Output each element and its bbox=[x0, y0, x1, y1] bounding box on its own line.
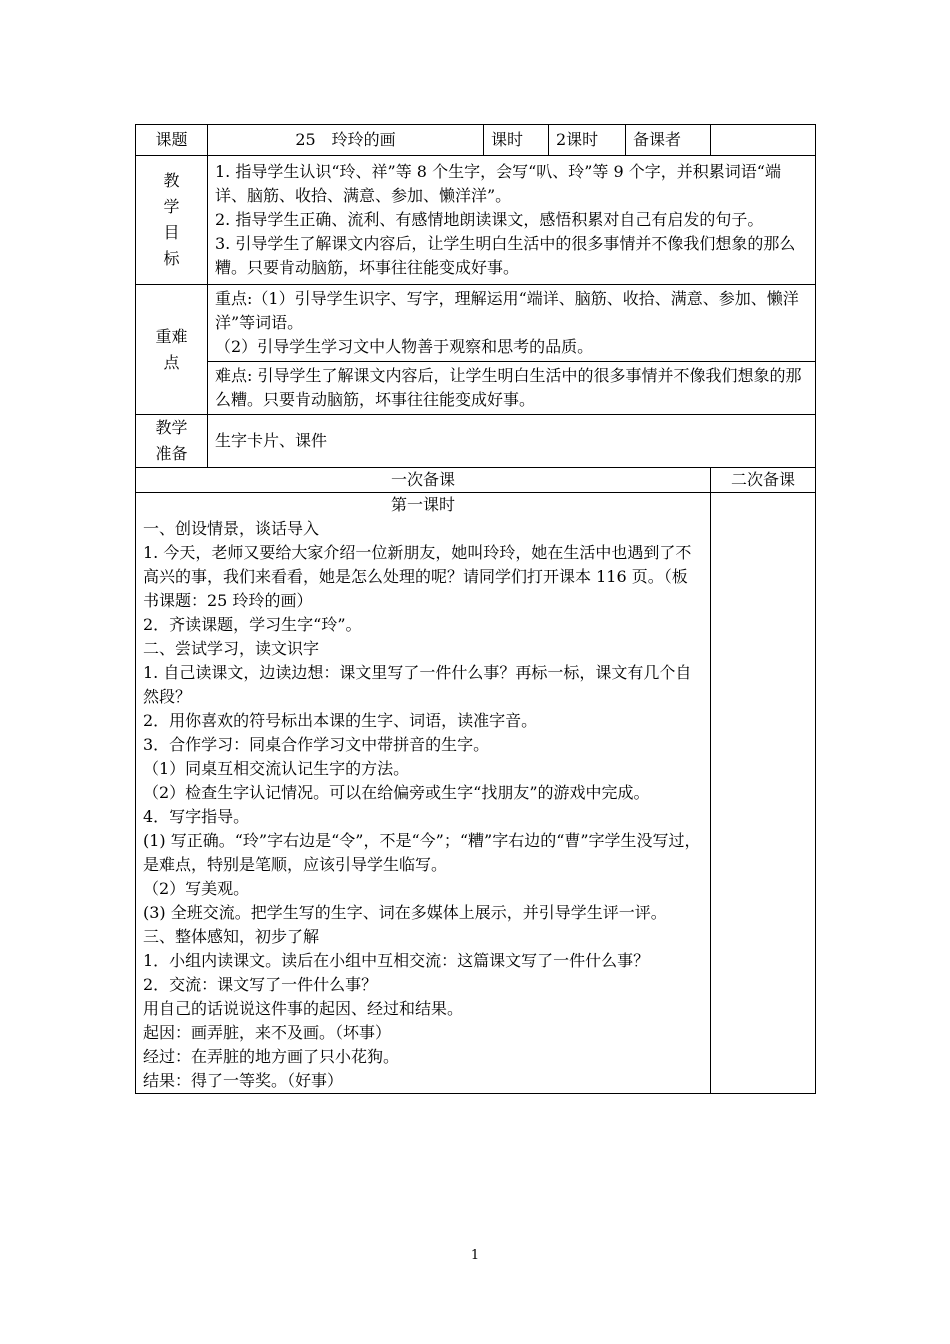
lesson-line: 1．小组内读课文。读后在小组中互相交流：这篇课文写了一件什么事？ bbox=[143, 951, 650, 970]
key-points-label-1: 重难 bbox=[155, 326, 188, 346]
header-row bbox=[136, 125, 816, 156]
lesson-line: 2．交流：课文写了一件什么事？ bbox=[143, 975, 378, 994]
lesson-line: 用自己的话说说这件事的起因、经过和结果。 bbox=[143, 999, 464, 1018]
preparation-label-2: 准备 bbox=[155, 444, 188, 463]
lesson-line: 二、尝试学习，读文识字 bbox=[143, 639, 320, 658]
objective-item: 1. 指导学生认识“玲、祥”等 8 个生字，会写“叭、玲”等 9 个字，并积累词语“端详、脑筋、收拾、满意、参加、懒洋洋”。 bbox=[215, 162, 781, 205]
objectives-label-2: 学 bbox=[163, 197, 180, 216]
lesson-line: (1) 写正确。“玲”字右边是“令”，不是“今”；“糟”字右边的“曹”字学生没写过，是难点，特别是笔顺，应该引导学生临写。 bbox=[143, 831, 701, 874]
lesson-line: (3) 全班交流。把学生写的生字、词在多媒体上展示，并引导学生评一评。 bbox=[143, 903, 667, 922]
lesson-line: （1）同桌互相交流认记生字的方法。 bbox=[143, 759, 410, 778]
section-header-row bbox=[136, 468, 816, 493]
lesson-content bbox=[136, 493, 711, 1094]
preparation-label bbox=[136, 415, 208, 468]
second-preparation-content bbox=[711, 493, 816, 1094]
hours-label: 课时 bbox=[484, 125, 549, 156]
lesson-line: 2．用你喜欢的符号标出本课的生字、词语，读准字音。 bbox=[143, 711, 538, 730]
lesson-line: （2）检查生字认记情况。可以在给偏旁或生字“找朋友”的游戏中完成。 bbox=[143, 783, 650, 802]
focus-item: （2）引导学生学习文中人物善于观察和思考的品质。 bbox=[215, 337, 594, 356]
lesson-line: 经过：在弄脏的地方画了只小花狗。 bbox=[143, 1047, 400, 1066]
lesson-line: 3．合作学习：同桌合作学习文中带拼音的生字。 bbox=[143, 735, 490, 754]
preparer-label: 备课者 bbox=[626, 125, 711, 156]
objective-item: 2. 指导学生正确、流利、有感情地朗读课文，感悟积累对自己有启发的句子。 bbox=[215, 210, 764, 229]
lesson-line: 起因：画弄脏，来不及画。（坏事） bbox=[143, 1023, 392, 1042]
topic-value: 25 玲玲的画 bbox=[208, 125, 484, 156]
key-points-label bbox=[136, 285, 208, 415]
focus-item: 重点:（1）引导学生识字、写字，理解运用“端详、脑筋、收拾、满意、参加、懒洋洋”等词语。 bbox=[215, 289, 799, 332]
preparation-label-1: 教学 bbox=[155, 418, 188, 437]
lesson-plan-table bbox=[135, 124, 816, 1094]
objectives-row bbox=[136, 156, 816, 285]
objectives-label bbox=[136, 156, 208, 285]
second-preparation-header: 二次备课 bbox=[711, 468, 816, 493]
objectives-label-3: 目 bbox=[163, 223, 180, 242]
preparer-value bbox=[711, 125, 816, 156]
difficulty-text: 难点: 引导学生了解课文内容后，让学生明白生活中的很多事情并不像我们想象的那么糟。只要肯动脑筋，坏事往往能变成好事。 bbox=[215, 366, 802, 409]
lesson-line: 三、整体感知，初步了解 bbox=[143, 927, 320, 946]
objectives-label-1: 教 bbox=[163, 171, 180, 190]
focus-row bbox=[136, 285, 816, 362]
preparation-row bbox=[136, 415, 816, 468]
topic-label: 课题 bbox=[136, 125, 208, 156]
page-number: 1 bbox=[470, 1248, 480, 1263]
key-points-label-2: 点 bbox=[163, 352, 180, 372]
lesson-line: 1. 自己读课文，边读边想：课文里写了一件什么事？再标一标，课文有几个自然段？ bbox=[143, 663, 692, 706]
preparation-value: 生字卡片、课件 bbox=[208, 415, 816, 468]
lesson-line: 1. 今天，老师又要给大家介绍一位新朋友，她叫玲玲，她在生活中也遇到了不高兴的事，我们来看看，她是怎么处理的呢？请同学们打开课本 116 页。（板书课题：25 玲玲的画） bbox=[143, 543, 692, 610]
first-preparation-header: 一次备课 bbox=[136, 468, 711, 493]
objective-item: 3. 引导学生了解课文内容后，让学生明白生活中的很多事情并不像我们想象的那么糟。只要肯动脑筋，坏事往往能变成好事。 bbox=[215, 234, 796, 277]
difficulty-content bbox=[208, 362, 816, 415]
lesson-row bbox=[136, 493, 816, 1094]
hours-value: 2课时 bbox=[549, 125, 626, 156]
lesson-title: 第一课时 bbox=[390, 495, 455, 514]
lesson-line: 4．写字指导。 bbox=[143, 807, 250, 826]
lesson-line: 2．齐读课题，学习生字“玲”。 bbox=[143, 615, 362, 634]
focus-content bbox=[208, 285, 816, 362]
lesson-line: 结果：得了一等奖。（好事） bbox=[143, 1071, 344, 1090]
lesson-line: （2）写美观。 bbox=[143, 879, 250, 898]
objectives-label-4: 标 bbox=[163, 249, 180, 268]
difficulty-row bbox=[136, 362, 816, 415]
lesson-line: 一、创设情景，谈话导入 bbox=[143, 519, 320, 538]
objectives-content bbox=[208, 156, 816, 285]
